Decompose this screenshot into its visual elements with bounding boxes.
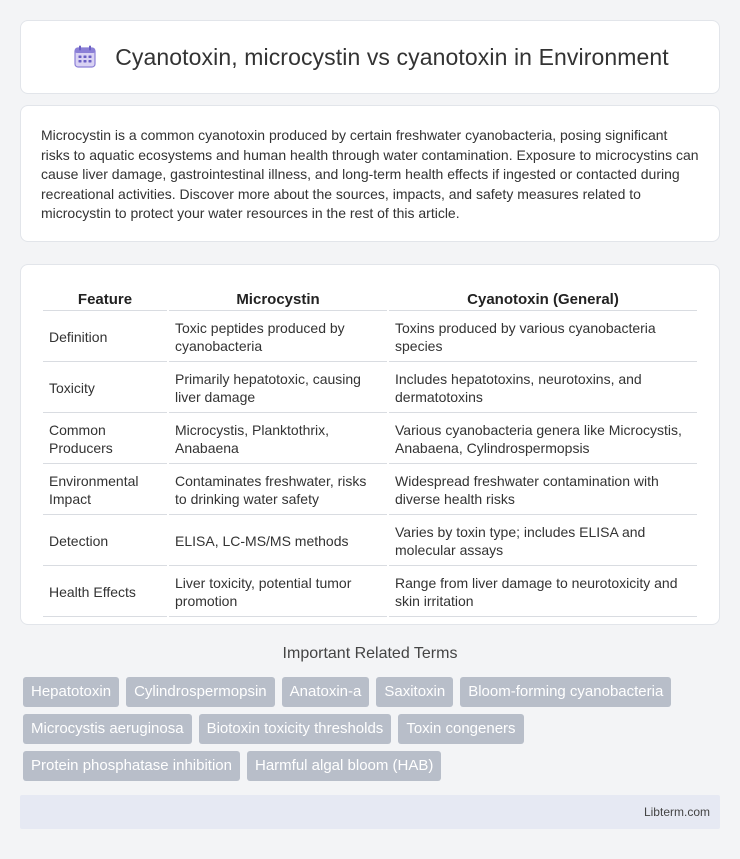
row-cyanotoxin: Includes hepatotoxins, neurotoxins, and dermatotoxins <box>389 364 697 413</box>
related-term-tag[interactable]: Protein phosphatase inhibition <box>23 751 240 781</box>
footer <box>20 795 720 829</box>
header-feature: Feature <box>43 287 167 311</box>
row-feature: Toxicity <box>43 364 167 413</box>
header <box>71 43 669 71</box>
related-term-tag[interactable]: Hepatotoxin <box>23 677 119 707</box>
related-term-tag[interactable]: Anatoxin-a <box>282 677 370 707</box>
row-microcystin: ELISA, LC-MS/MS methods <box>169 517 387 566</box>
header-card <box>20 20 720 94</box>
table-header-row <box>43 287 697 311</box>
page-title: Cyanotoxin, microcystin vs cyanotoxin in Environment <box>115 43 669 70</box>
row-microcystin: Microcystis, Planktothrix, Anabaena <box>169 415 387 464</box>
calendar-grid-icon <box>71 43 99 71</box>
row-cyanotoxin: Various cyanobacteria genera like Microcystis, Anabaena, Cylindrospermopsis <box>389 415 697 464</box>
row-microcystin: Toxic peptides produced by cyanobacteria <box>169 313 387 362</box>
header-cyanotoxin: Cyanotoxin (General) <box>389 287 697 311</box>
table-row <box>43 568 697 617</box>
table-row <box>43 313 697 362</box>
related-term-tag[interactable]: Biotoxin toxicity thresholds <box>199 714 392 744</box>
related-term-tag[interactable]: Harmful algal bloom (HAB) <box>247 751 441 781</box>
related-term-tag[interactable]: Cylindrospermopsin <box>126 677 275 707</box>
row-feature: Health Effects <box>43 568 167 617</box>
table-row <box>43 466 697 515</box>
related-term-tag[interactable]: Toxin congeners <box>398 714 523 744</box>
row-microcystin: Primarily hepatotoxic, causing liver damage <box>169 364 387 413</box>
row-cyanotoxin: Toxins produced by various cyanobacteria species <box>389 313 697 362</box>
related-term-tag[interactable]: Saxitoxin <box>376 677 453 707</box>
row-cyanotoxin: Widespread freshwater contamination with diverse health risks <box>389 466 697 515</box>
table-row <box>43 517 697 566</box>
row-cyanotoxin: Varies by toxin type; includes ELISA and molecular assays <box>389 517 697 566</box>
related-term-tag[interactable]: Bloom-forming cyanobacteria <box>460 677 671 707</box>
header-microcystin: Microcystin <box>169 287 387 311</box>
table-row <box>43 415 697 464</box>
related-terms-list <box>23 677 723 781</box>
intro-card <box>20 105 720 242</box>
table-row <box>43 364 697 413</box>
row-cyanotoxin: Range from liver damage to neurotoxicity and skin irritation <box>389 568 697 617</box>
footer-site-link[interactable]: Libterm.com <box>643 805 710 819</box>
intro-paragraph: Microcystin is a common cyanotoxin produced by certain freshwater cyanobacteria, posing significant risks to aquatic ecosystems and human health through water contamination. Exposure to microcystins can cause liver damage, gastrointestinal illness, and long-term health effects if ingested or contacted during recreational activities. Discover more about the sources, impacts, and safety measures related to microcystin to protect your water resources in the rest of this article. <box>41 127 699 222</box>
row-microcystin: Contaminates freshwater, risks to drinking water safety <box>169 466 387 515</box>
row-feature: Common Producers <box>43 415 167 464</box>
related-term-tag[interactable]: Microcystis aeruginosa <box>23 714 192 744</box>
row-microcystin: Liver toxicity, potential tumor promotion <box>169 568 387 617</box>
comparison-table <box>41 285 699 619</box>
row-feature: Definition <box>43 313 167 362</box>
related-terms-title: Important Related Terms <box>282 645 458 662</box>
row-feature: Environmental Impact <box>43 466 167 515</box>
row-feature: Detection <box>43 517 167 566</box>
comparison-card <box>20 264 720 625</box>
